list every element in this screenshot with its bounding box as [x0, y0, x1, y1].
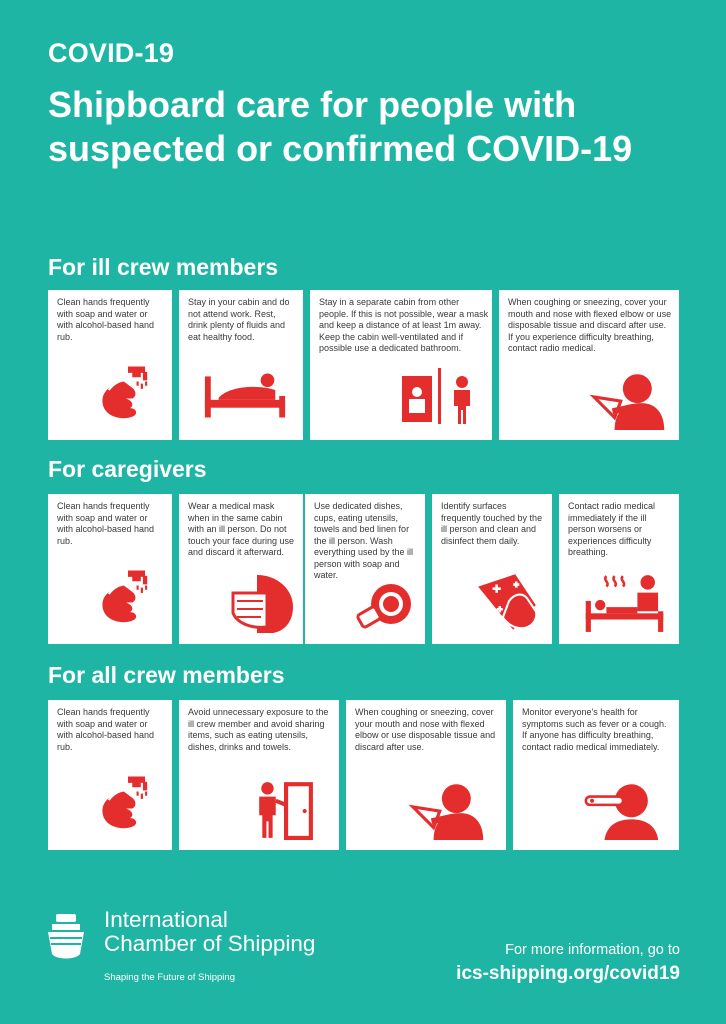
- tagline: Shaping the Future of Shipping: [104, 972, 235, 983]
- card-care-mask: [179, 494, 303, 644]
- thermometer-icon: [579, 778, 663, 840]
- card-all-monitor: [513, 700, 679, 850]
- card-text: Stay in your cabin and do not attend work. Rest, drink plenty of fluids and eat healthy food.: [188, 297, 290, 342]
- card-text: Stay in a separate cabin from other people. If this is not possible, wear a mask and keep a distance of at least 1m away. Keep the cabin well-ventilated and if possible use a dedicated bathroom.: [319, 297, 489, 353]
- section-heading-all: For all crew members: [48, 662, 285, 688]
- card-ill-stay-cabin: [179, 290, 303, 440]
- handwash-icon: [96, 562, 160, 626]
- sick-bed-icon: [583, 572, 667, 634]
- card-all-clean-hands: [48, 700, 172, 850]
- door-icon: [253, 778, 315, 840]
- section-heading-ill: For ill crew members: [48, 254, 279, 280]
- handwash-icon: [96, 768, 160, 832]
- cough-icon: [404, 778, 488, 840]
- card-text: Use dedicated dishes, cups, eating utensils, towels and bed linen for the ill person. Wash everything used by the ill person with soap and water.: [314, 501, 414, 580]
- bed-icon: [201, 370, 289, 420]
- card-text: When coughing or sneezing, cover your mouth and nose with flexed elbow or use disposable tissue and discard after use.: [355, 707, 496, 752]
- wipe-surface-icon: [472, 570, 544, 632]
- org-name-line1: International: [104, 907, 228, 932]
- page-title: Shipboard care for people with suspected or confirmed COVID-19: [48, 84, 633, 169]
- card-care-radio: [559, 494, 679, 644]
- card-ill-cough: [499, 290, 679, 440]
- card-text: Avoid unnecessary exposure to the ill crew member and avoid sharing items, such as eating utensils, dishes, drinks and towels.: [188, 707, 329, 752]
- card-care-dishes: [305, 494, 425, 644]
- separate-cabin-icon: [400, 366, 480, 426]
- card-all-cough: [346, 700, 506, 850]
- info-url-link[interactable]: ics-shipping.org/covid19: [456, 963, 680, 984]
- card-text: Monitor everyone's health for symptoms such as fever or a cough. If anyone has difficulty breathing, contact radio medical immediately.: [522, 707, 667, 752]
- card-text: When coughing or sneezing, cover your mouth and nose with flexed elbow or use disposable tissue and discard after use. If you experience difficulty breathing, contact radio medical.: [508, 297, 672, 353]
- card-text: Clean hands frequently with soap and water or with alcohol-based hand rub.: [57, 501, 155, 546]
- kicker-title: COVID-19: [48, 38, 175, 68]
- section-heading-caregivers: For caregivers: [48, 456, 207, 482]
- card-text: Clean hands frequently with soap and water or with alcohol-based hand rub.: [57, 707, 155, 752]
- card-ill-clean-hands: [48, 290, 172, 440]
- card-care-surfaces: [432, 494, 552, 644]
- org-name: [104, 908, 315, 956]
- more-info-text: For more information, go to: [505, 942, 680, 958]
- card-text: Clean hands frequently with soap and water or with alcohol-based hand rub.: [57, 297, 155, 342]
- card-text: Identify surfaces frequently touched by the ill person and clean and disinfect them daily.: [441, 501, 543, 546]
- dishes-icon: [355, 576, 415, 636]
- card-all-avoid-exposure: [179, 700, 339, 850]
- handwash-icon: [96, 358, 160, 422]
- mask-icon: [227, 572, 297, 634]
- ship-logo-icon: [46, 910, 86, 966]
- cough-icon: [585, 368, 669, 430]
- card-text: Wear a medical mask when in the same cabin with an ill person. Do not touch your face during use and discard it afterward.: [188, 501, 295, 557]
- card-text: Contact radio medical immediately if the ill person worsens or experiences difficulty breathing.: [568, 501, 656, 557]
- card-ill-separate-cabin: [310, 290, 492, 440]
- org-name-line2: Chamber of Shipping: [104, 931, 316, 956]
- card-care-clean-hands: [48, 494, 172, 644]
